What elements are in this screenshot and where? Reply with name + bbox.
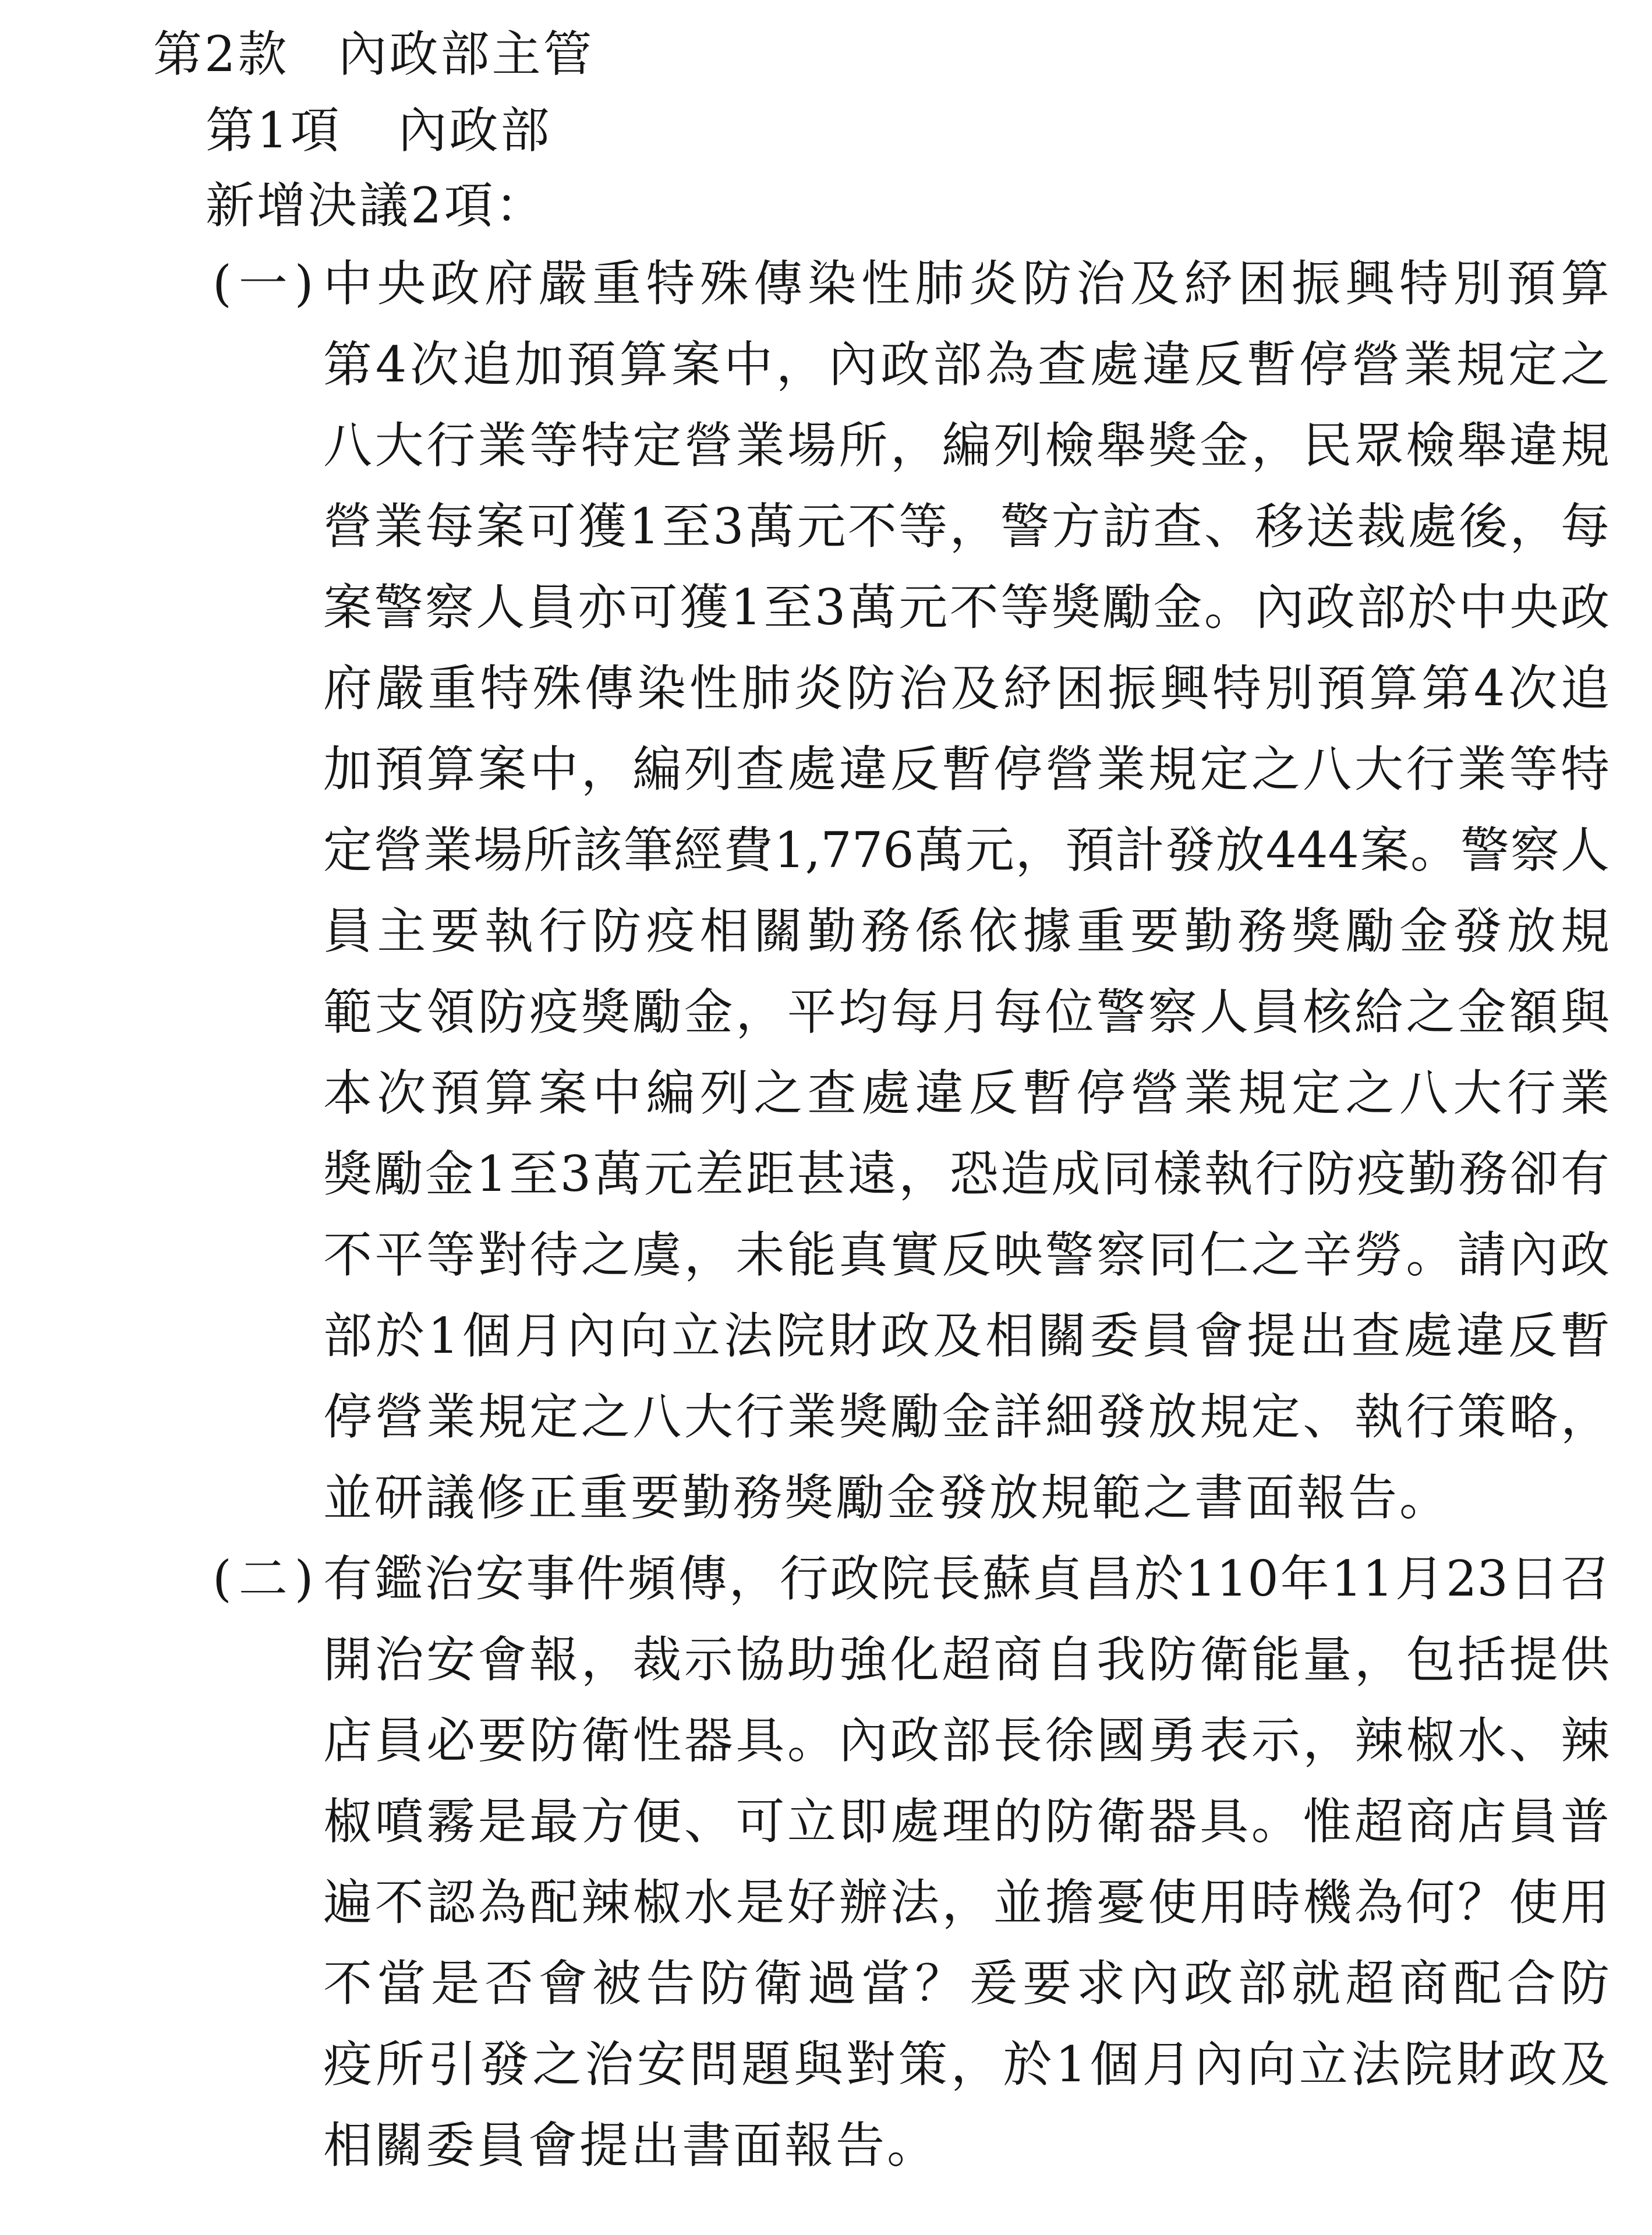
resolution-line: 有鑑治安事件頻傳，行政院長蘇貞昌於110年11月23日召: [323, 1550, 1609, 1607]
resolution-line: 停營業規定之八大行業獎勵金詳細發放規定、執行策略，: [323, 1388, 1609, 1445]
resolution-line: 員主要執行防疫相關勤務係依據重要勤務獎勵金發放規: [323, 903, 1609, 960]
resolution-2: [213, 1539, 1609, 2186]
resolution-line: 定營業場所該筆經費1,776萬元，預計發放444案。警察人: [323, 822, 1609, 879]
resolution-line: 開治安會報，裁示協助強化超商自我防衛能量，包括提供: [323, 1631, 1609, 1688]
resolution-line: 加預算案中，編列查處違反暫停營業規定之八大行業等特: [323, 741, 1609, 798]
item-heading: [206, 93, 551, 168]
resolution-line: 不平等對待之虞，未能真實反映警察同仁之辛勞。請內政: [323, 1226, 1609, 1283]
item-title: 內政部: [398, 102, 552, 159]
resolution-line: 中央政府嚴重特殊傳染性肺炎防治及紓困振興特別預算: [323, 255, 1609, 312]
resolutions-heading: 新增決議2項：: [206, 177, 547, 234]
resolution-line: 並研議修正重要勤務獎勵金發放規範之書面報告。: [323, 1469, 1451, 1526]
resolution-line: 疫所引發之治安問題與對策，於1個月內向立法院財政及: [323, 2036, 1609, 2093]
resolution-marker: (二): [213, 1550, 321, 1607]
resolution-line: 範支領防疫獎勵金，平均每月每位警察人員核給之金額與: [323, 984, 1609, 1041]
section-title: 內政部主管: [338, 26, 595, 83]
resolution-line: 營業每案可獲1至3萬元不等，警方訪查、移送裁處後，每: [323, 498, 1609, 555]
resolution-line: 府嚴重特殊傳染性肺炎防治及紓困振興特別預算第4次追: [323, 660, 1609, 717]
resolution-1: [213, 243, 1609, 1539]
section-heading: [153, 16, 594, 92]
resolution-line: 第4次追加預算案中，內政部為查處違反暫停營業規定之: [323, 336, 1609, 393]
resolution-line: 獎勵金1至3萬元差距甚遠，恐造成同樣執行防疫勤務卻有: [323, 1145, 1609, 1203]
resolution-line: 八大行業等特定營業場所，編列檢舉獎金，民眾檢舉違規: [323, 417, 1609, 474]
resolution-line: 遍不認為配辣椒水是好辦法，並擔憂使用時機為何？使用: [323, 1874, 1609, 1931]
resolution-line: 本次預算案中編列之查處違反暫停營業規定之八大行業: [323, 1065, 1609, 1122]
resolutions-list: [213, 243, 1609, 2186]
resolution-line: 店員必要防衛性器具。內政部長徐國勇表示，辣椒水、辣: [323, 1712, 1609, 1769]
resolution-marker: (一): [213, 255, 321, 312]
resolution-line: 案警察人員亦可獲1至3萬元不等獎勵金。內政部於中央政: [323, 579, 1609, 636]
resolution-line: 椒噴霧是最方便、可立即處理的防衛器具。惟超商店員普: [323, 1793, 1609, 1850]
resolution-line: 相關委員會提出書面報告。: [323, 2117, 939, 2174]
resolution-line: 部於1個月內向立法院財政及相關委員會提出查處違反暫: [323, 1307, 1609, 1364]
item-label: 第1項: [206, 102, 342, 159]
resolution-line: 不當是否會被告防衛過當？爰要求內政部就超商配合防: [323, 1955, 1609, 2012]
section-label: 第2款: [153, 26, 289, 83]
